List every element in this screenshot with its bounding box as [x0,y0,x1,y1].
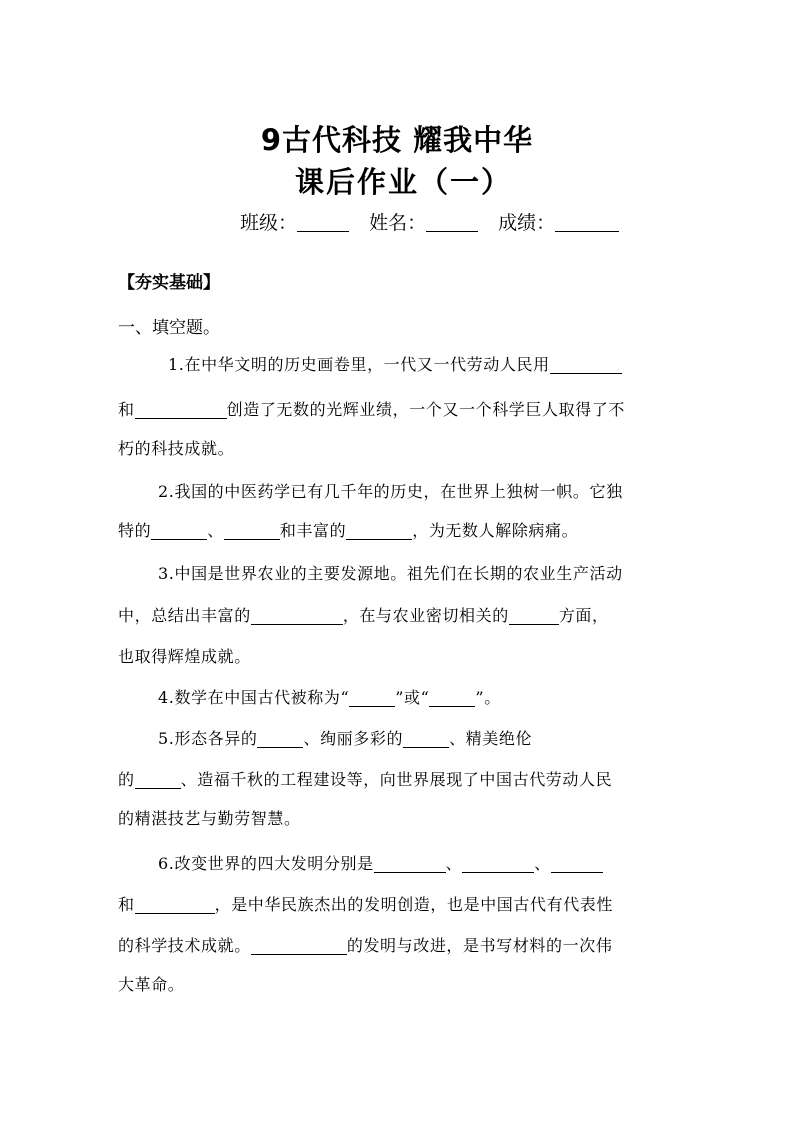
name-label: 姓名： [369,212,427,234]
q5-line-2: 的 、造福千秋的工程建设等，向世界展现了中国古代劳动人民 [118,770,613,789]
q6-blank-4 [135,895,215,914]
q1-blank-2 [135,400,227,419]
q6-line-3: 的科学技术成就。 的发明与改进，是书写材料的一次伟 [118,936,613,955]
q5-line-3: 的精湛技艺与勤劳智慧。 [118,809,301,828]
q3-line-3: 也取得辉煌成就。 [118,647,251,666]
q3-line-2: 中，总结出丰富的 ，在与农业密切相关的 方面， [118,606,609,625]
q6-blank-1 [374,854,446,873]
q2-blank-2 [224,521,280,540]
q6-line-2: 和 ，是中华民族杰出的发明创造，也是中国古代有代表性 [118,895,614,914]
worksheet-subtitle: 课后作业（一） [295,165,513,199]
q5-line-1: 5.形态各异的 、绚丽多彩的 、精美绝伦 [158,729,533,748]
score-blank [555,211,619,232]
section-heading: 【夯实基础】 [118,273,220,293]
question-type-heading: 一、填空题。 [118,318,220,338]
q2-line-2: 特的 、 和丰富的 ，为无数人解除病痛。 [118,521,579,540]
student-info-row [240,208,619,235]
q5-blank-2 [403,729,449,748]
q6-blank-5 [251,936,347,955]
q6-blank-3 [551,854,603,873]
q3-blank-1 [251,606,343,625]
q1-line-2: 和 创造了无数的光辉业绩，一个又一个科学巨人取得了不 [118,400,626,419]
q5-blank-1 [257,729,303,748]
q4-line-1: 4.数学在中国古代被称为“ ”或“ ”。 [158,688,501,707]
score-label: 成绩： [498,212,556,234]
q4-blank-1 [349,688,395,707]
q5-blank-3 [135,770,181,789]
q3-blank-2 [509,606,559,625]
class-label: 班级： [240,212,298,234]
q2-blank-1 [151,521,207,540]
q1-blank-1 [550,355,622,374]
q1-line-3: 朽的科技成就。 [118,439,235,458]
worksheet-title: 9古代科技 耀我中华 [260,123,534,157]
q2-line-1: 2.我国的中医药学已有几千年的历史，在世界上独树一帜。它独 [158,482,623,501]
q1-line-1: 1.在中华文明的历史画卷里，一代又一代劳动人民用 [168,352,622,375]
q6-line-4: 大革命。 [118,975,185,994]
q2-blank-3 [346,521,412,540]
class-blank [297,211,349,232]
name-blank [426,211,478,232]
q6-blank-2 [462,854,534,873]
q4-blank-2 [429,688,475,707]
q3-line-1: 3.中国是世界农业的主要发源地。祖先们在长期的农业生产活动 [158,564,623,583]
q6-line-1: 6.改变世界的四大发明分别是 、 、 [158,851,603,874]
